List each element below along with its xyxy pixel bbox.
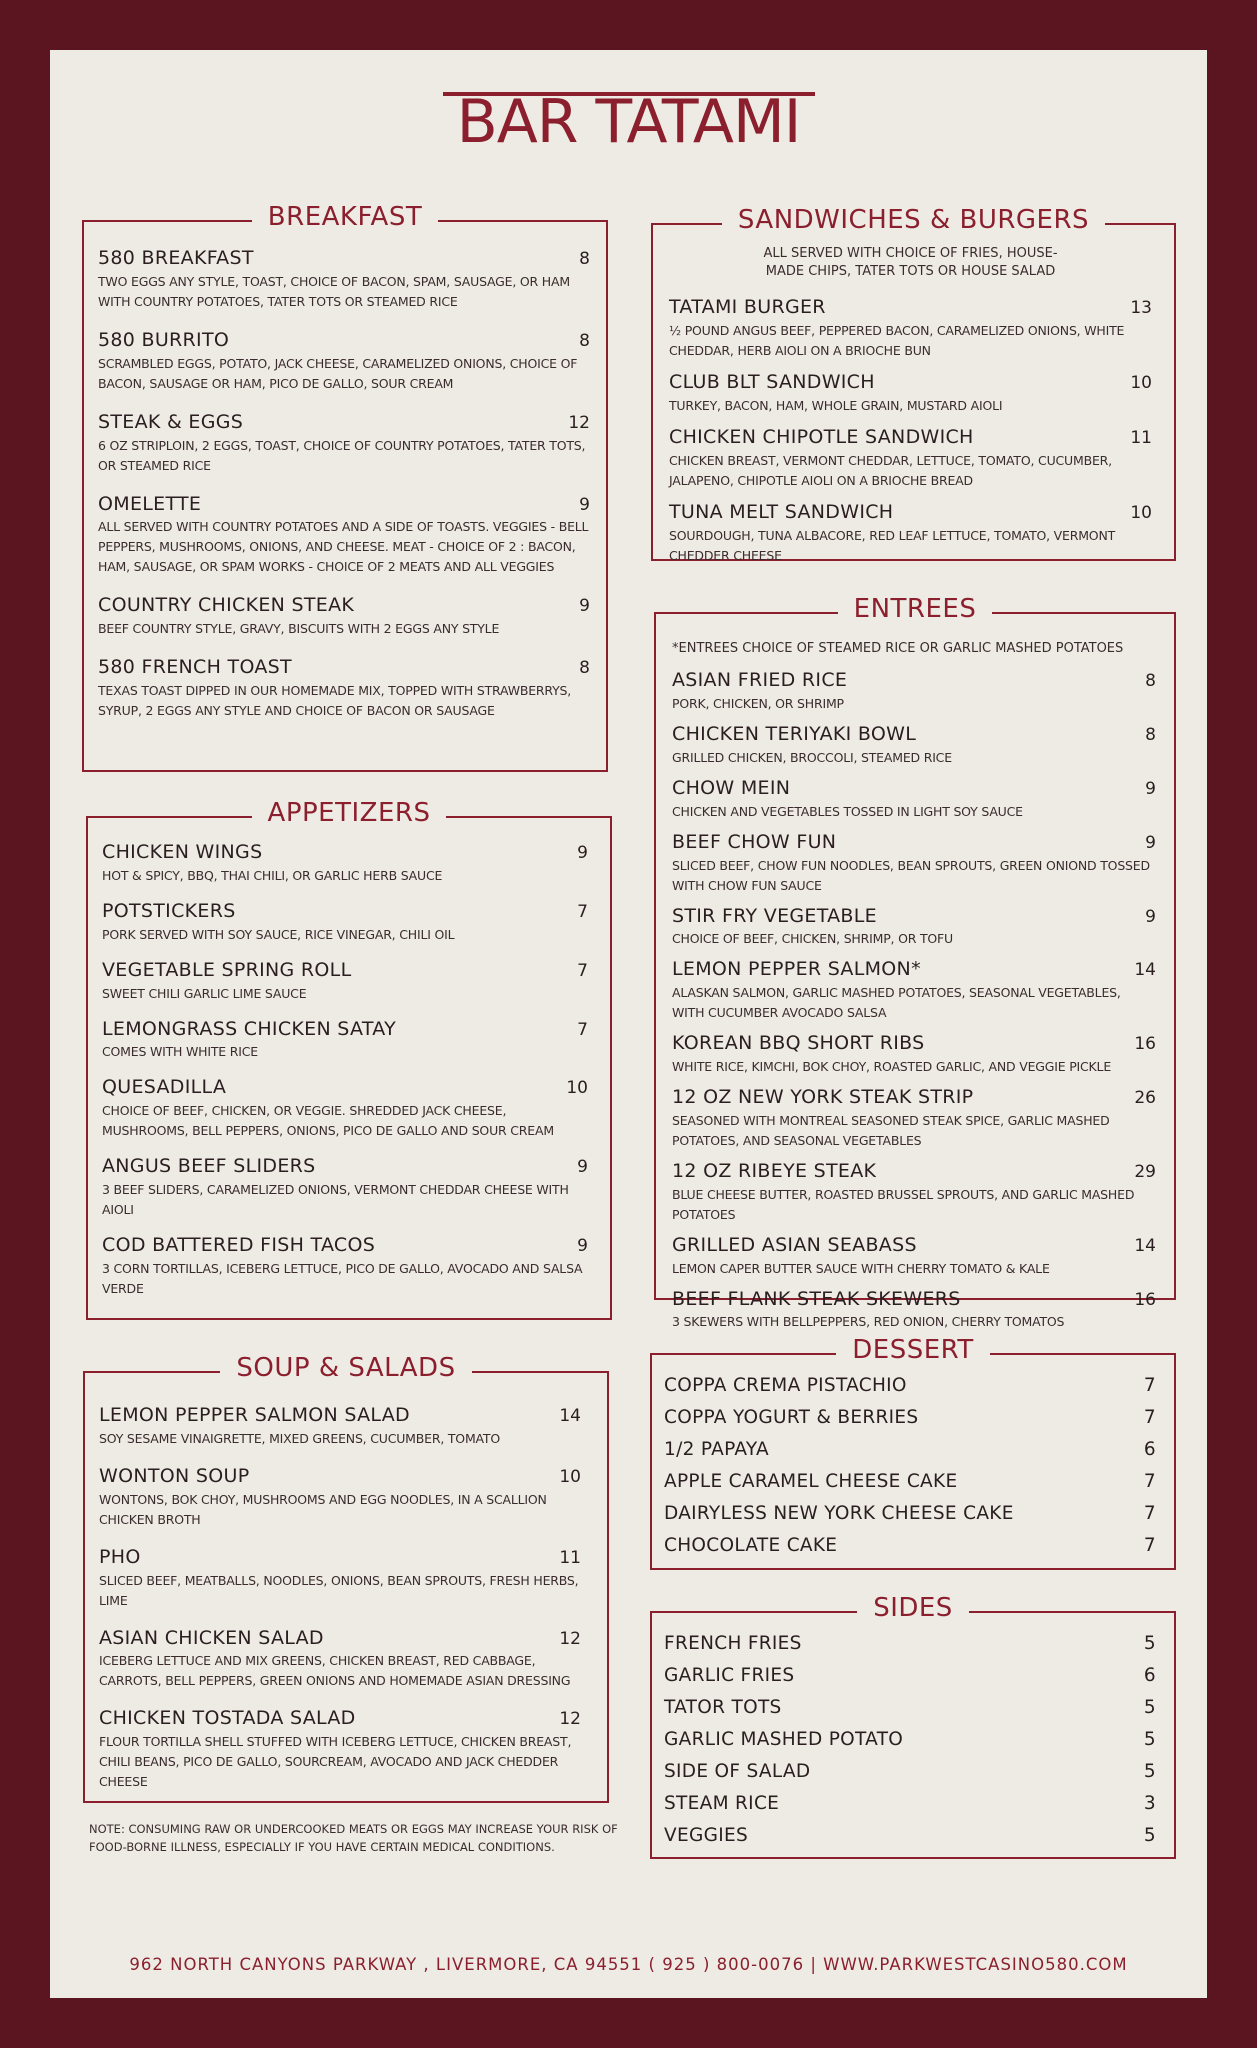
menu-item [99,1547,581,1611]
menu-item-description: WONTONS, BOK CHOY, MUSHROOMS AND EGG NOODLES, IN A SCALLION CHICKEN BROTH [99,1491,547,1527]
menu-item-name: CHOCOLATE CAKE [664,1534,838,1556]
appetizers-list [102,842,588,1299]
soups-section [83,1353,609,1803]
menu-item [672,670,1156,714]
menu-item-name: KOREAN BBQ SHORT RIBS [672,1032,925,1055]
menu-item-price: 14 [1134,1235,1156,1256]
menu-item [664,1691,1156,1723]
menu-item-name: COPPA YOGURT & BERRIES [664,1406,919,1428]
menu-item-price: 8 [579,330,590,351]
menu-item-name: STIR FRY VEGETABLE [672,904,877,927]
menu-item-name: CHOW MEIN [672,776,791,799]
menu-item-name: GARLIC FRIES [664,1664,795,1686]
menu-item-name: CHICKEN TERIYAKI BOWL [672,723,917,746]
menu-item-price: 5 [1143,1824,1156,1846]
menu-item-price: 8 [579,249,590,269]
menu-item-name: CHICKEN TOSTADA SALAD [99,1707,356,1730]
menu-item-price: 9 [1145,906,1156,927]
menu-item-price: 3 [1143,1792,1156,1814]
menu-item-name: FRENCH FRIES [664,1632,802,1654]
menu-item-price: 13 [1130,298,1152,319]
menu-item-description: TEXAS TOAST DIPPED IN OUR HOMEMADE MIX, TOPPED WITH STRAWBERRYS, SYRUP, 2 EGGS ANY STYLE AND CHOICE OF BACON OR SAUSAGE [98,683,572,719]
menu-item [664,1723,1156,1755]
sides-list [664,1627,1156,1851]
menu-item [669,502,1152,566]
menu-item-name: 580 FRENCH TOAST [98,656,292,679]
footer-contact: 962 NORTH CANYONS PARKWAY , LIVERMORE, CA 94551 ( 925 ) 800-0076 | WWW.PARKWESTCASINO580.COM [129,1955,1128,1974]
brand-title: BAR TATAMI [456,87,801,157]
menu-item-price: 7 [1143,1406,1156,1428]
menu-item-description: 3 BEEF SLIDERS, CARAMELIZED ONIONS, VERMONT CHEDDAR CHEESE WITH AIOLI [102,1182,569,1218]
menu-item-description: CHICKEN BREAST, VERMONT CHEDDAR, LETTUCE, TOMATO, CUCUMBER, JALAPENO, CHIPOTLE AIOLI ON A BRIOCHE BREAD [669,452,1112,488]
menu-item-description: PORK SERVED WITH SOY SAUCE, RICE VINEGAR, CHILI OIL [102,926,455,942]
sides-section [650,1593,1176,1859]
menu-item-name: 12 OZ NEW YORK STEAK STRIP [672,1086,974,1109]
menu-item-price: 16 [1134,1034,1156,1055]
sandwiches-section [651,205,1176,563]
menu-item-name: POTSTICKERS [102,899,236,922]
sandwiches-list [669,297,1152,565]
menu-item [664,1755,1156,1787]
menu-item-name: 580 BREAKFAST [98,247,254,269]
menu-item [669,372,1152,416]
menu-item-name: STEAM RICE [664,1792,780,1814]
menu-item-description: SOURDOUGH, TUNA ALBACORE, RED LEAF LETTUCE, TOMATO, VERMONT CHEDDER CHEESE [669,527,1116,563]
menu-item-name: BEEF FLANK STEAK SKEWERS [672,1287,961,1310]
menu-item-name: LEMON PEPPER SALMON SALAD [99,1404,410,1426]
menu-item-name: BEEF CHOW FUN [672,830,837,853]
menu-item-name: VEGGIES [664,1824,749,1846]
menu-item-price: 9 [1145,832,1156,853]
menu-item-name: COUNTRY CHICKEN STEAK [98,594,355,617]
breakfast-list [98,248,590,721]
menu-item-name: CHICKEN WINGS [102,841,263,863]
menu-item [664,1497,1156,1529]
menu-item-name: ANGUS BEEF SLIDERS [102,1155,316,1178]
menu-item-price: 11 [1130,428,1152,449]
menu-item-name: 1/2 PAPAYA [664,1438,769,1460]
menu-item-name: ASIAN CHICKEN SALAD [99,1626,324,1649]
menu-item [672,778,1156,822]
menu-item-name: COPPA CREMA PISTACHIO [664,1374,907,1396]
menu-item [102,842,588,886]
menu-item-price: 7 [577,1019,588,1040]
menu-item-description: ½ POUND ANGUS BEEF, PEPPERED BACON, CARAMELIZED ONIONS, WHITE CHEDDAR, HERB AIOLI ON A BRIOCHE BUN [669,323,1125,359]
menu-item-description: SEASONED WITH MONTREAL SEASONED STEAK SPICE, GARLIC MASHED POTATOES, AND SEASONAL VEGETABLES [672,1112,1110,1148]
menu-item [669,297,1152,361]
section-title: BREAKFAST [252,204,438,230]
menu-item [102,1019,588,1063]
menu-item-price: 9 [1145,778,1156,799]
menu-item [664,1627,1156,1659]
menu-item-name: CLUB BLT SANDWICH [669,371,875,394]
section-title: SIDES [857,1595,969,1621]
menu-item-price: 12 [559,1628,581,1649]
menu-item-description: TURKEY, BACON, HAM, WHOLE GRAIN, MUSTARD AIOLI [669,398,1003,414]
menu-item-price: 8 [579,658,590,679]
menu-item-name: WONTON SOUP [99,1464,250,1487]
menu-item-price: 12 [568,412,590,433]
menu-item-name: 12 OZ RIBEYE STEAK [672,1159,877,1182]
section-title: SOUP & SALADS [220,1355,471,1381]
menu-item-price: 14 [1134,960,1156,981]
menu-item [102,1156,588,1220]
menu-item-name: ASIAN FRIED RICE [672,669,848,692]
menu-item-name: DAIRYLESS NEW YORK CHEESE CAKE [664,1502,1014,1524]
menu-item [98,595,590,639]
menu-item-description: ICEBERG LETTUCE AND MIX GREENS, CHICKEN BREAST, RED CABBAGE, CARROTS, BELL PEPPERS, GREEN ONIONS AND HOMEMADE ASIAN DRESSING [99,1653,571,1689]
menu-item-price: 7 [577,960,588,981]
menu-item [98,412,590,476]
menu-item [672,724,1156,768]
menu-item [672,906,1156,950]
menu-item [664,1401,1156,1433]
menu-item [672,832,1156,896]
menu-item [664,1369,1156,1401]
menu-item-description: SWEET CHILI GARLIC LIME SAUCE [102,985,307,1001]
menu-item [669,427,1152,491]
menu-item [672,1289,1156,1333]
menu-item-description: SLICED BEEF, MEATBALLS, NOODLES, ONIONS, BEAN SPROUTS, FRESH HERBS, LIME [99,1572,579,1608]
menu-item-name: LEMON PEPPER SALMON* [672,958,921,981]
menu-item-description: PORK, CHICKEN, OR SHRIMP [672,696,844,712]
menu-item-description: WHITE RICE, KIMCHI, BOK CHOY, ROASTED GARLIC, AND VEGGIE PICKLE [672,1059,1112,1075]
menu-item-price: 26 [1134,1088,1156,1109]
menu-item-price: 8 [1145,671,1156,692]
menu-item-description: TWO EGGS ANY STYLE, TOAST, CHOICE OF BACON, SPAM, SAUSAGE, OR HAM WITH COUNTRY POTATOES, TATER TOTS OR STEAMED RICE [98,273,570,309]
menu-item [672,1087,1156,1151]
menu-item-price: 6 [1143,1664,1156,1686]
menu-item-name: CHICKEN CHIPOTLE SANDWICH [669,426,974,449]
menu-item-name: QUESADILLA [102,1076,227,1099]
menu-item-description: LEMON CAPER BUTTER SAUCE WITH CHERRY TOMATO & KALE [672,1260,1050,1276]
appetizers-section [86,798,612,1320]
menu-item-price: 7 [1143,1374,1156,1396]
menu-item-description: SLICED BEEF, CHOW FUN NOODLES, BEAN SPROUTS, GREEN ONIOND TOSSED WITH CHOW FUN SAUCE [672,857,1150,893]
soups-list [99,1405,581,1792]
menu-item-price: 5 [1143,1696,1156,1718]
menu-item-price: 5 [1143,1728,1156,1750]
menu-item [99,1405,581,1449]
menu-item-name: VEGETABLE SPRING ROLL [102,958,352,981]
menu-item-name: GRILLED ASIAN SEABASS [672,1233,917,1256]
menu-item-price: 10 [1130,373,1152,394]
breakfast-section [82,202,608,772]
menu-item-name: STEAK & EGGS [98,410,244,433]
menu-item-price: 9 [577,1157,588,1178]
menu-item-price: 7 [577,901,588,922]
menu-item [672,959,1156,1023]
entrees-list [672,670,1156,1332]
menu-item [99,1628,581,1692]
menu-item-description: BEEF COUNTRY STYLE, GRAVY, BISCUITS WITH 2 EGGS ANY STYLE [98,621,500,637]
menu-item-description: 6 OZ STRIPLOIN, 2 EGGS, TOAST, CHOICE OF COUNTRY POTATOES, TATER TOTS, OR STEAMED RICE [98,437,586,473]
menu-item-description: SCRAMBLED EGGS, POTATO, JACK CHEESE, CARAMELIZED ONIONS, CHOICE OF BACON, SAUSAGE OR HAM, PICO DE GALLO, SOUR CREAM [98,355,578,391]
sandwiches-note: ALL SERVED WITH CHOICE OF FRIES, HOUSE-MADE CHIPS, TATER TOTS OR HOUSE SALAD [763,246,1058,280]
menu-item [664,1819,1156,1851]
dessert-section [650,1335,1176,1570]
menu-item [664,1659,1156,1691]
menu-item-name: 580 BURRITO [98,328,230,351]
menu-item-description: CHOICE OF BEEF, CHICKEN, SHRIMP, OR TOFU [672,931,953,947]
menu-item-description: 3 CORN TORTILLAS, ICEBERG LETTUCE, PICO DE GALLO, AVOCADO AND SALSA VERDE [102,1260,583,1296]
menu-item-name: TATAMI BURGER [669,296,826,319]
menu-item-name: TATOR TOTS [664,1696,782,1718]
menu-item-name: COD BATTERED FISH TACOS [102,1234,376,1257]
menu-item [102,1077,588,1141]
menu-item-price: 12 [559,1709,581,1730]
menu-item [672,1033,1156,1077]
menu-item-price: 6 [1143,1438,1156,1460]
menu-item-description: SOY SESAME VINAIGRETTE, MIXED GREENS, CUCUMBER, TOMATO [99,1430,500,1446]
menu-item [98,494,590,578]
menu-item [99,1708,581,1792]
entrees-section [654,594,1176,1330]
entrees-note: *ENTREES CHOICE OF STEAMED RICE OR GARLIC MASHED POTATOES [672,641,1124,656]
disclaimer: NOTE: CONSUMING RAW OR UNDERCOOKED MEATS OR EGGS MAY INCREASE YOUR RISK OF FOOD-BORNE ILLNESS, ESPECIALLY IF YOU HAVE CERTAIN MEDICAL CONDITIONS. [89,1822,618,1855]
menu-item [672,1235,1156,1279]
menu-item-price: 9 [579,596,590,617]
section-title: APPETIZERS [252,800,447,826]
menu-item-price: 9 [577,1236,588,1257]
menu-item-description: HOT & SPICY, BBQ, THAI CHILI, OR GARLIC HERB SAUCE [102,867,443,883]
menu-item-description: FLOUR TORTILLA SHELL STUFFED WITH ICEBERG LETTUCE, CHICKEN BREAST, CHILI BEANS, PICO DE GALLO, SOURCREAM, AVOCADO AND JACK CHEDDER CHEESE [99,1734,572,1790]
menu-item-price: 9 [577,843,588,863]
menu-item [664,1465,1156,1497]
menu-item-price: 9 [579,494,590,515]
menu-item-description: ALL SERVED WITH COUNTRY POTATOES AND A SIDE OF TOASTS. VEGGIES - BELL PEPPERS, MUSHROOMS, ONIONS, AND CHEESE. MEAT - CHOICE OF 2 : BACON, HAM, SAUSAGE, OR SPAM WORKS - CHOICE OF 2 MEATS AND ALL VEGGIES [98,519,589,575]
menu-item-description: GRILLED CHICKEN, BROCCOLI, STEAMED RICE [672,749,952,765]
menu-item-name: SIDE OF SALAD [664,1760,811,1782]
menu-item [102,1235,588,1299]
section-title: ENTREES [838,596,993,622]
menu-item [99,1466,581,1530]
menu-item-price: 5 [1143,1760,1156,1782]
menu-item [672,1161,1156,1225]
menu-item-description: CHICKEN AND VEGETABLES TOSSED IN LIGHT SOY SAUCE [672,803,1023,819]
menu-item-description: ALASKAN SALMON, GARLIC MASHED POTATOES, SEASONAL VEGETABLES, WITH CUCUMBER AVOCADO SALSA [672,985,1121,1021]
section-title: DESSERT [836,1337,989,1363]
menu-item-description: 3 SKEWERS WITH BELLPEPPERS, RED ONION, CHERRY TOMATOS [672,1314,1065,1330]
menu-item [98,248,590,312]
menu-item-description: CHOICE OF BEEF, CHICKEN, OR VEGGIE. SHREDDED JACK CHEESE, MUSHROOMS, BELL PEPPERS, ONIONS, PICO DE GALLO AND SOUR CREAM [102,1103,554,1139]
menu-item [102,960,588,1004]
menu-item [664,1529,1156,1561]
menu-item-price: 7 [1143,1534,1156,1556]
menu-item-price: 10 [559,1466,581,1487]
section-title: SANDWICHES & BURGERS [722,207,1105,233]
menu-item-name: TUNA MELT SANDWICH [669,500,894,523]
menu-item-description: BLUE CHEESE BUTTER, ROASTED BRUSSEL SPROUTS, AND GARLIC MASHED POTATOES [672,1186,1135,1222]
menu-item-description: COMES WITH WHITE RICE [102,1044,258,1060]
menu-item-price: 10 [1130,502,1152,523]
menu-item [664,1433,1156,1465]
menu-item-name: PHO [99,1545,141,1568]
menu-item-name: OMELETTE [98,492,202,515]
dessert-list [664,1369,1156,1561]
menu-item-price: 7 [1143,1502,1156,1524]
menu-page [50,50,1207,1998]
menu-item [98,330,590,394]
menu-item-price: 10 [566,1078,588,1099]
menu-item-name: GARLIC MASHED POTATO [664,1728,904,1750]
menu-item-price: 7 [1143,1470,1156,1492]
menu-item-price: 14 [559,1406,581,1426]
menu-item-name: APPLE CARAMEL CHEESE CAKE [664,1470,958,1492]
menu-item-price: 16 [1134,1289,1156,1310]
menu-item [98,657,590,721]
menu-item-price: 8 [1145,725,1156,746]
menu-item-name: LEMONGRASS CHICKEN SATAY [102,1017,396,1040]
menu-item [664,1787,1156,1819]
menu-item [102,901,588,945]
menu-item-price: 5 [1143,1632,1156,1654]
menu-item-price: 11 [559,1547,581,1568]
menu-item-price: 29 [1134,1161,1156,1182]
